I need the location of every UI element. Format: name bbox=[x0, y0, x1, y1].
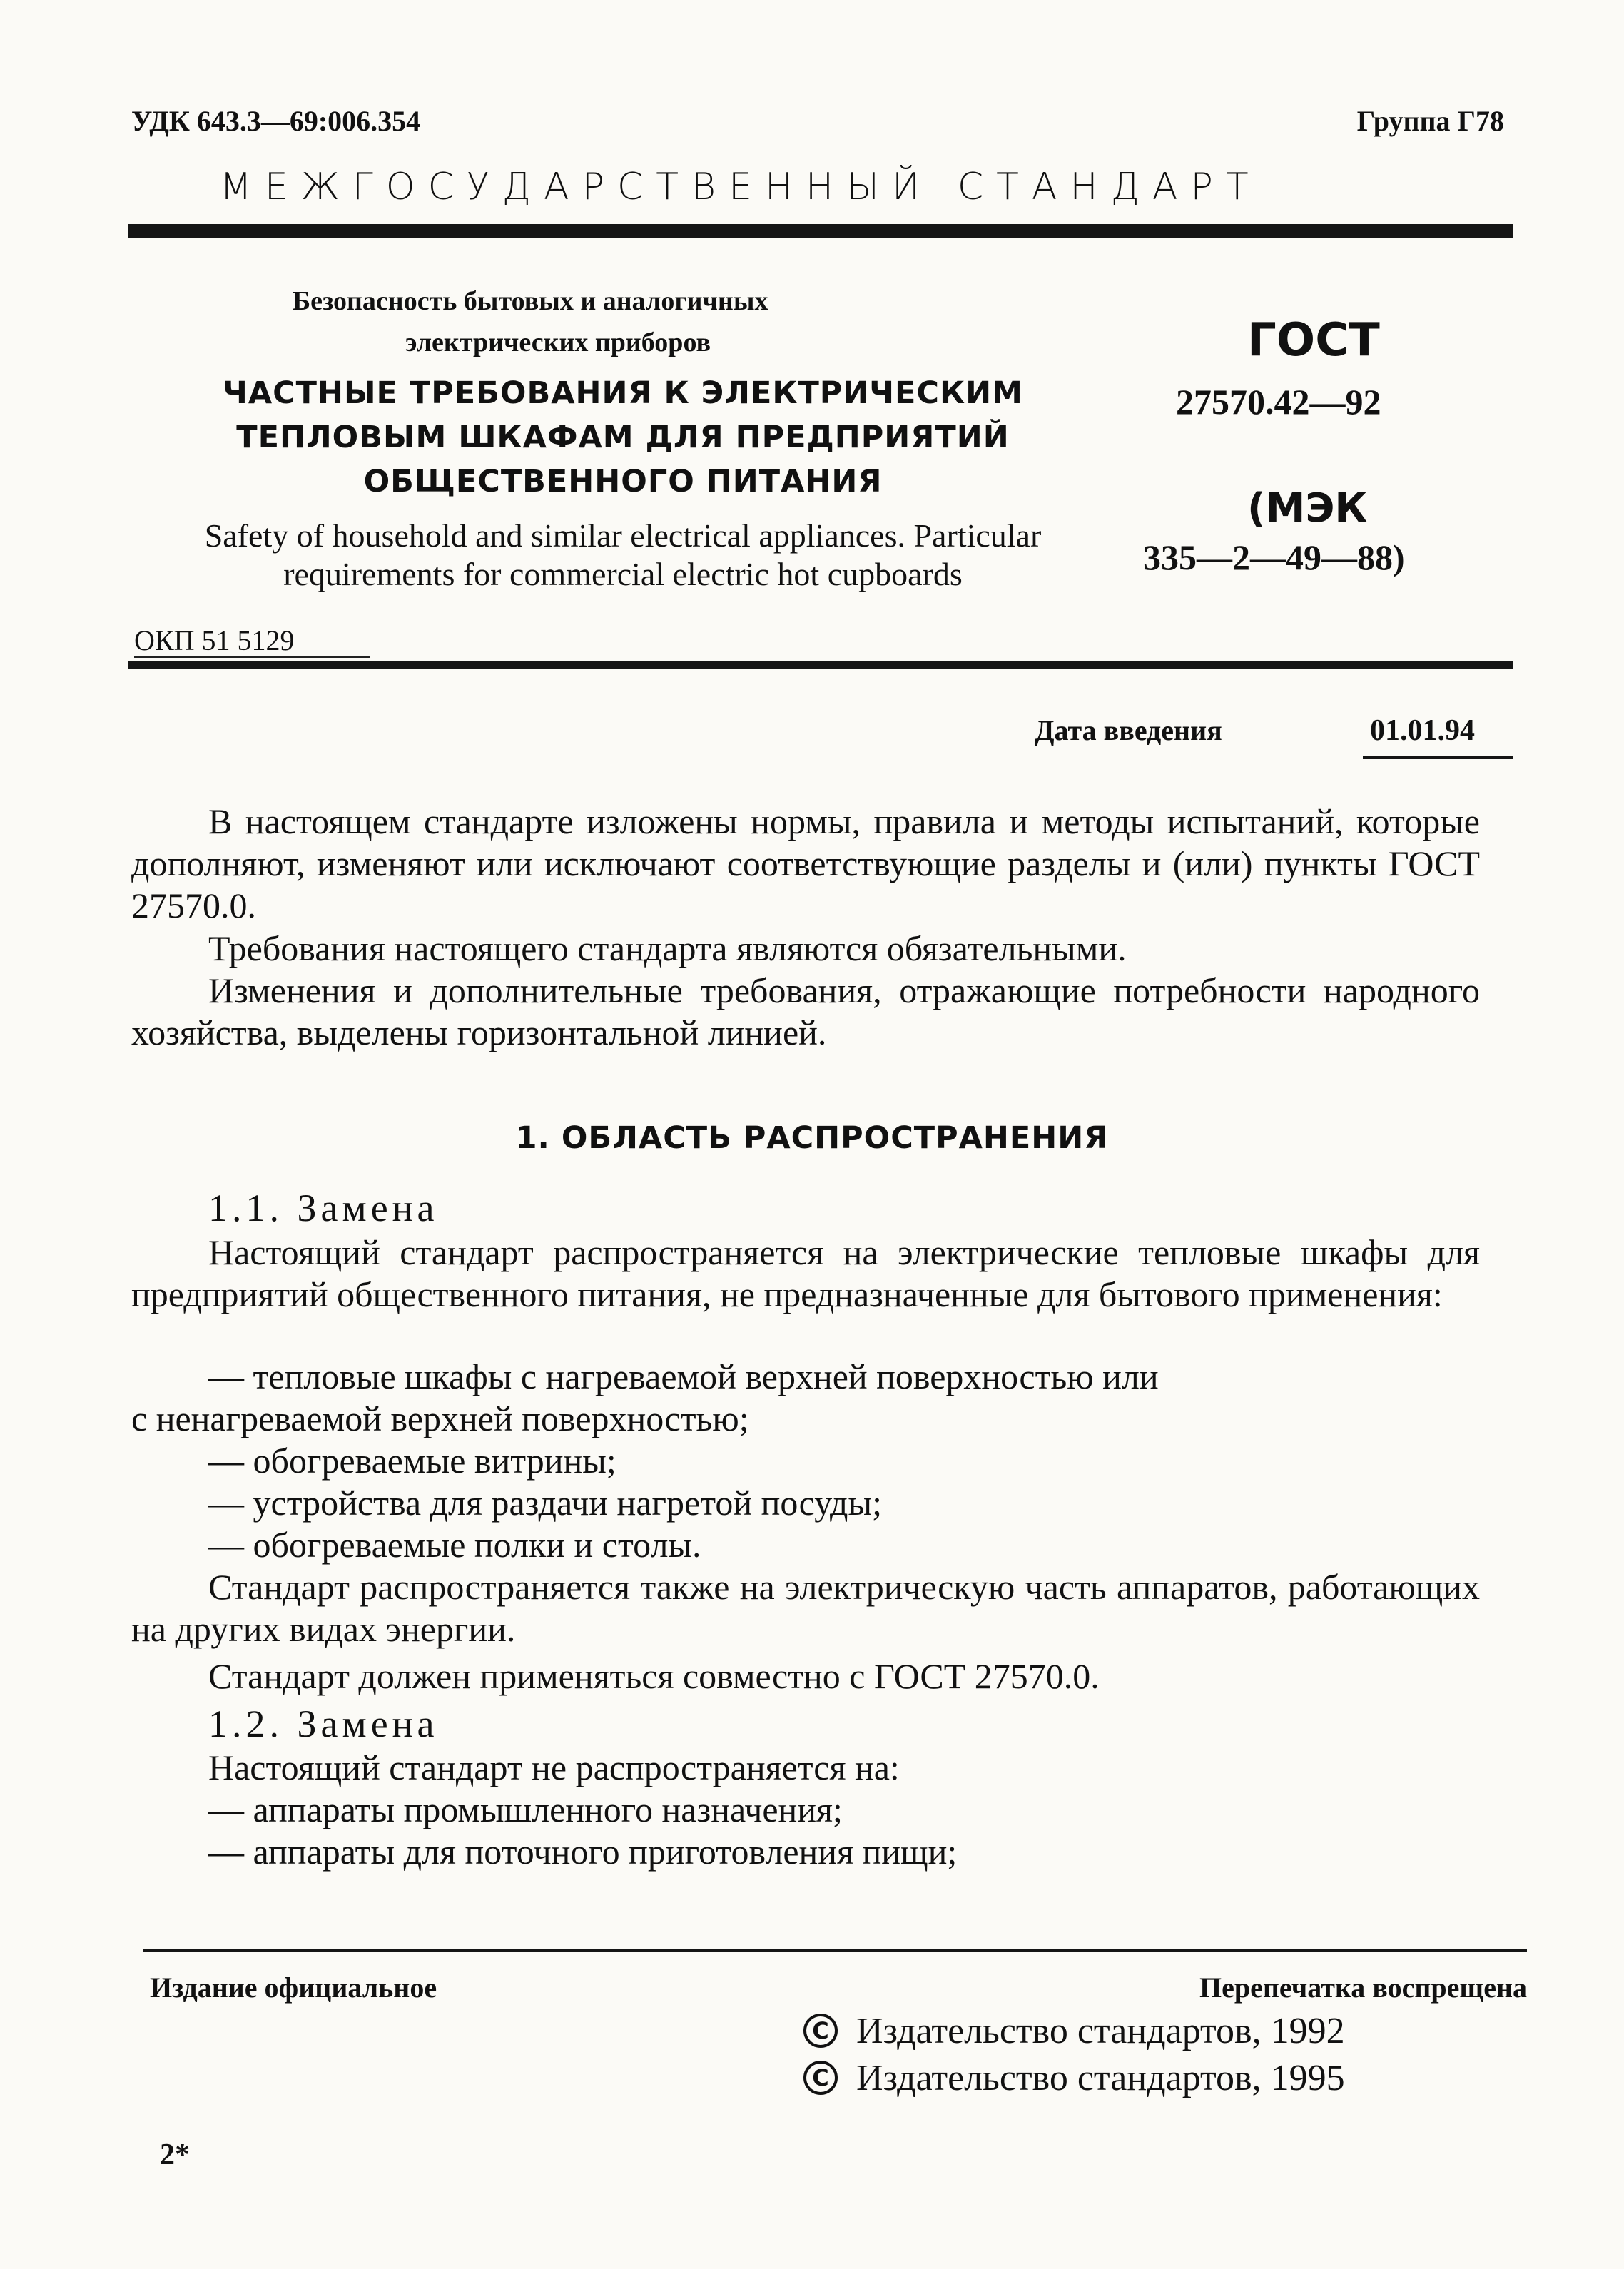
footer-rule bbox=[143, 1949, 1527, 1952]
copyright-text: Издательство стандартов, 1995 bbox=[856, 2057, 1345, 2098]
other-energy-paragraph: Стандарт распространяется также на электрическую часть аппаратов, работающих на других видах энергии. bbox=[131, 1567, 1480, 1649]
iec-label: (МЭК bbox=[1247, 485, 1368, 532]
intro-paragraph-2: Требования настоящего стандарта являются обязательными. bbox=[208, 928, 1127, 968]
general-title-line-2: электрических приборов bbox=[405, 328, 711, 357]
intro-paragraph-1: В настоящем стандарте изложены нормы, правила и методы испытаний, которые дополняют, изменяют или исключают соответствующие разделы и (или) пункты ГОСТ 27570.0. bbox=[131, 801, 1480, 925]
scope-item-line: с ненагреваемой верхней поверхностью; bbox=[131, 1399, 749, 1438]
scope-list-item: — обогреваемые витрины; bbox=[208, 1441, 616, 1481]
date-underline bbox=[1363, 756, 1513, 759]
standard-type-heading: МЕЖГОСУДАРСТВЕННЫЙ СТАНДАРТ bbox=[220, 166, 1262, 208]
intro-paragraph-3: Изменения и дополнительные требования, отражающие потребности народного хозяйства, выделены горизонтальной линией. bbox=[131, 970, 1480, 1052]
scope-list-item: — устройства для раздачи нагретой посуды; bbox=[208, 1483, 882, 1523]
clause-1-2-heading: 1.2. Замена bbox=[208, 1702, 439, 1745]
udk-code: УДК 643.3—69:006.354 bbox=[131, 105, 421, 137]
exclusion-list-item: — аппараты промышленного назначения; bbox=[208, 1790, 843, 1829]
gost-label: ГОСТ bbox=[1247, 314, 1380, 367]
introduction-date-value: 01.01.94 bbox=[1370, 714, 1475, 747]
copyright-line bbox=[803, 2009, 1345, 2052]
gost-number: 27570.42—92 bbox=[1176, 382, 1381, 422]
scope-list-item: — обогреваемые полки и столы. bbox=[208, 1525, 701, 1565]
page-signature-mark: 2* bbox=[160, 2138, 190, 2171]
reprint-prohibited-note: Перепечатка воспрещена bbox=[1199, 1971, 1527, 2004]
part-title: ЧАСТНЫЕ ТРЕБОВАНИЯ К ЭЛЕКТРИЧЕСКИМ ТЕПЛОВЫМ ШКАФАМ ДЛЯ ПРЕДПРИЯТИЙ ОБЩЕСТВЕННОГО ПИТАНИЯ bbox=[223, 375, 1023, 499]
okp-code: ОКП 51 5129 bbox=[134, 624, 295, 656]
scope-list-item bbox=[131, 1356, 1480, 1440]
copyright-icon: C bbox=[803, 2061, 838, 2095]
introduction-date-label: Дата введения bbox=[1035, 714, 1222, 746]
clause-1-2-paragraph: Настоящий стандарт не распространяется на: bbox=[208, 1747, 900, 1787]
iec-number: 335—2—49—88) bbox=[1143, 537, 1405, 577]
title-block-rule bbox=[128, 661, 1513, 669]
section-heading: 1. ОБЛАСТЬ РАСПРОСТРАНЕНИЯ bbox=[515, 1120, 1109, 1156]
copyright-line bbox=[803, 2056, 1345, 2099]
official-edition-note: Издание официальное bbox=[150, 1971, 437, 2004]
combined-use-paragraph: Стандарт должен применяться совместно с ГОСТ 27570.0. bbox=[208, 1656, 1100, 1696]
okp-underline bbox=[134, 656, 370, 658]
general-title-line-1: Безопасность бытовых и аналогичных bbox=[293, 286, 768, 316]
clause-1-1-paragraph: Настоящий стандарт распространяется на электрические тепловые шкафы для предприятий общественного питания, не предназначенные для бытового применения: bbox=[131, 1232, 1480, 1314]
exclusion-list-item: — аппараты для поточного приготовления пищи; bbox=[208, 1832, 958, 1872]
english-title: Safety of household and similar electrical appliances. Particular requirements for commercial electric hot cupboards bbox=[204, 517, 1042, 592]
top-rule bbox=[128, 224, 1513, 238]
scope-item-line: — тепловые шкафы с нагреваемой верхней поверхностью или bbox=[208, 1356, 1159, 1396]
group-code: Группа Г78 bbox=[1356, 105, 1504, 137]
copyright-text: Издательство стандартов, 1992 bbox=[856, 2010, 1345, 2051]
copyright-icon: C bbox=[803, 2014, 838, 2048]
clause-1-1-heading: 1.1. Замена bbox=[208, 1187, 439, 1229]
